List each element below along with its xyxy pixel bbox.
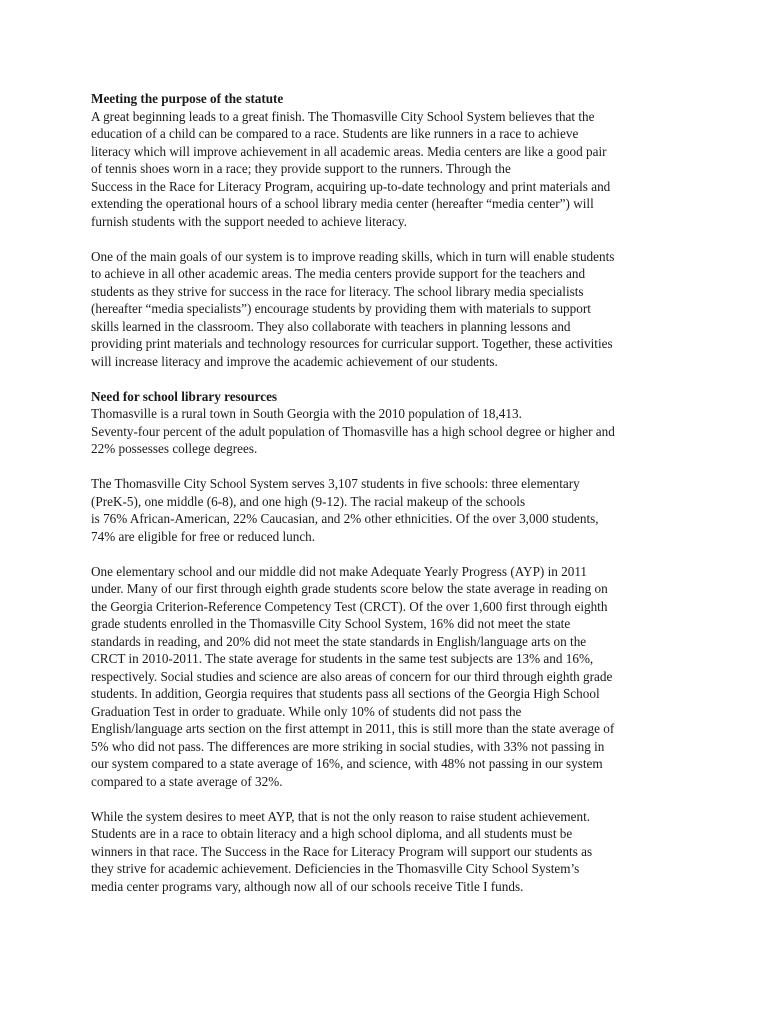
paragraph-spacer — [91, 230, 691, 248]
text-line: the Georgia Criterion-Reference Competency Test (CRCT). Of the over 1,600 first through eighth — [91, 598, 608, 614]
paragraph — [91, 563, 691, 791]
paragraph — [91, 108, 691, 231]
section-heading: Meeting the purpose of the statute — [91, 91, 284, 106]
text-line: One elementary school and our middle did not make Adequate Yearly Progress (AYP) in 2011 — [91, 563, 588, 579]
text-line: grade students enrolled in the Thomasville City School System, 16% did not meet the state — [91, 616, 571, 631]
text-line: One of the main goals of our system is to improve reading skills, which in turn will enable students — [91, 248, 615, 264]
text-line: our system compared to a state average of 16%, and science, with 48% not passing in our system — [91, 756, 603, 771]
paragraph-spacer — [91, 790, 691, 808]
text-line: 22% possesses college degrees. — [91, 441, 258, 456]
paragraph-spacer — [91, 458, 691, 476]
text-line: under. Many of our first through eighth grade students score below the state average in reading on — [91, 581, 608, 596]
text-line: of tennis shoes worn in a race; they provide support to the runners. Through the — [91, 161, 511, 176]
text-line: The Thomasville City School System serves 3,107 students in five schools: three elementary — [91, 476, 580, 491]
paragraph — [91, 405, 691, 458]
text-line: English/language arts section on the first attempt in 2011, this is still more than the state average of — [91, 721, 615, 736]
text-line: extending the operational hours of a school library media center (hereafter “media center”) will — [91, 196, 594, 211]
text-line: winners in that race. The Success in the Race for Literacy Program will support our students as — [91, 843, 593, 859]
section-heading: Need for school library resources — [91, 388, 278, 404]
text-line: media center programs vary, although now all of our schools receive Title I funds. — [91, 878, 524, 894]
text-line: Success in the Race for Literacy Program, acquiring up-to-date technology and print materials and — [91, 178, 611, 194]
text-line: compared to a state average of 32%. — [91, 773, 283, 789]
text-line: CRCT in 2010-2011. The state average for students in the same test subjects are 13% and 16%, — [91, 651, 594, 666]
text-line: literacy which will improve achievement in all academic areas. Media centers are like a good pair — [91, 143, 607, 159]
text-line: skills learned in the classroom. They also collaborate with teachers in planning lessons and — [91, 318, 571, 334]
text-line: Thomasville is a rural town in South Georgia with the 2010 population of 18,413. — [91, 406, 522, 421]
text-line: is 76% African-American, 22% Caucasian, and 2% other ethnicities. Of the over 3,000 students, — [91, 511, 599, 526]
text-line: education of a child can be compared to a race. Students are like runners in a race to achieve — [91, 126, 579, 141]
text-line: Graduation Test in order to graduate. While only 10% of students did not pass the — [91, 703, 522, 719]
text-line: providing print materials and technology resources for curricular support. Together, these activities — [91, 336, 613, 351]
paragraph — [91, 808, 691, 896]
text-line: furnish students with the support needed to achieve literacy. — [91, 213, 407, 229]
text-line: to achieve in all other academic areas. The media centers provide support for the teachers and — [91, 266, 586, 281]
section-spacer — [91, 370, 691, 388]
text-line: A great beginning leads to a great finish. The Thomasville City School System believes that the — [91, 108, 595, 124]
text-line: While the system desires to meet AYP, that is not the only reason to raise student achievement. — [91, 808, 591, 824]
text-line: students. In addition, Georgia requires that students pass all sections of the Georgia High School — [91, 686, 600, 701]
paragraph-spacer — [91, 545, 691, 563]
text-line: (hereafter “media specialists”) encourage students by providing them with materials to support — [91, 301, 591, 316]
text-line: Students are in a race to obtain literacy and a high school diploma, and all students must be — [91, 826, 573, 841]
text-line: will increase literacy and improve the academic achievement of our students. — [91, 353, 498, 369]
text-line: (PreK-5), one middle (6-8), and one high (9-12). The racial makeup of the schools — [91, 493, 526, 509]
text-line: they strive for academic achievement. Deficiencies in the Thomasville City School System’s — [91, 861, 580, 876]
text-line: students as they strive for success in the race for literacy. The school library media specialists — [91, 283, 584, 299]
paragraph — [91, 475, 691, 545]
text-line: Seventy-four percent of the adult population of Thomasville has a high school degree or higher and — [91, 423, 615, 439]
document-page — [91, 90, 691, 895]
paragraph — [91, 248, 691, 371]
text-line: 74% are eligible for free or reduced lunch. — [91, 528, 316, 544]
text-line: respectively. Social studies and science are also areas of concern for our third through eighth grade — [91, 668, 613, 684]
text-line: 5% who did not pass. The differences are more striking in social studies, with 33% not passing in — [91, 738, 605, 754]
text-line: standards in reading, and 20% did not meet the state standards in English/language arts on the — [91, 633, 587, 649]
